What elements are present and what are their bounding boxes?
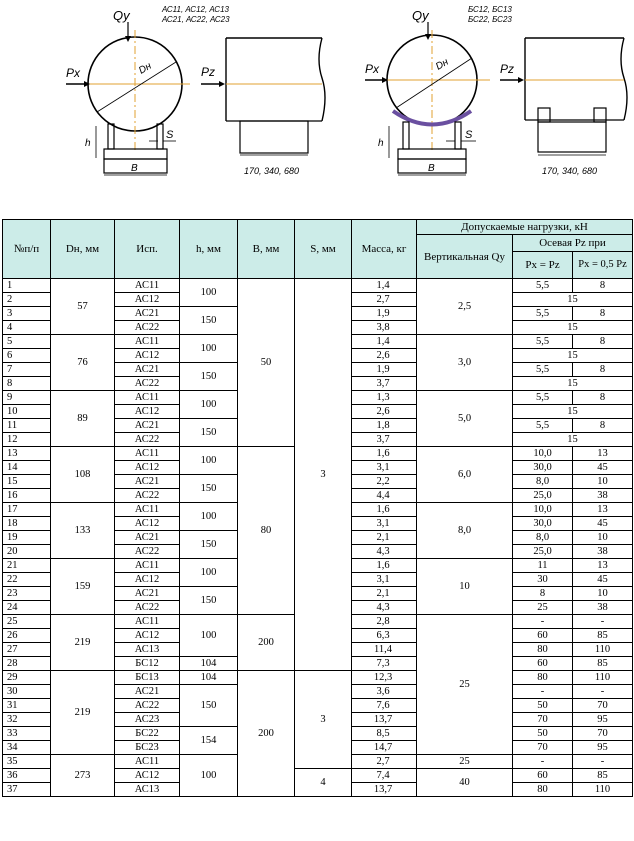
row-number: 6 [3,349,51,363]
cell-qy: 3,0 [417,335,513,391]
cell-isp: АС11 [115,559,180,573]
cell-pz-px-eq: 60 [513,769,573,783]
row-number: 7 [3,363,51,377]
cell-mass: 1,4 [352,335,417,349]
b-label-2: B [428,163,435,174]
cell-isp: АС21 [115,685,180,699]
cell-pz-px-half: 95 [573,713,633,727]
row-number: 17 [3,503,51,517]
cell-dn: 273 [51,755,115,797]
row-number: 32 [3,713,51,727]
cell-pz-px-half: - [573,685,633,699]
cell-pz-px-half: 95 [573,741,633,755]
row-number: 34 [3,741,51,755]
cell-dn: 159 [51,559,115,615]
table-body [3,279,633,797]
cell-isp: АС22 [115,545,180,559]
header-mass: Масса, кг [352,220,417,279]
support-specs-table [2,219,633,797]
row-number: 2 [3,293,51,307]
cell-h: 104 [180,657,238,671]
cell-mass: 3,8 [352,321,417,335]
cell-h: 100 [180,615,238,657]
cell-pz-px-eq: 10,0 [513,447,573,461]
cell-pz-merged: 15 [513,377,633,391]
cell-mass: 4,3 [352,601,417,615]
cell-mass: 1,9 [352,307,417,321]
variant-label-4: БС22, БС23 [468,15,512,24]
cell-pz-px-half: 38 [573,545,633,559]
cell-h: 100 [180,335,238,363]
qy-label: Qy [113,8,130,23]
cell-h: 150 [180,363,238,391]
cell-isp: АС12 [115,461,180,475]
cell-pz-px-eq: 10,0 [513,503,573,517]
row-number: 28 [3,657,51,671]
cell-s: 3 [295,671,352,769]
header-h: h, мм [180,220,238,279]
cell-qy: 10 [417,559,513,615]
header-b: B, мм [238,220,295,279]
cell-mass: 7,6 [352,699,417,713]
width-label-2: 170, 340, 680 [542,166,598,176]
cell-isp: АС22 [115,377,180,391]
cell-pz-px-eq: 5,5 [513,391,573,405]
cell-isp: АС12 [115,629,180,643]
cell-pz-px-half: 45 [573,461,633,475]
support-drawings [0,0,634,190]
cell-pz-merged: 15 [513,293,633,307]
support-table-container [2,219,632,797]
cell-h: 100 [180,279,238,307]
cell-isp: АС21 [115,475,180,489]
cell-mass: 13,7 [352,713,417,727]
cell-b: 80 [238,447,295,615]
row-number: 15 [3,475,51,489]
cell-isp: АС21 [115,587,180,601]
cell-isp: БС23 [115,741,180,755]
cell-pz-merged: 15 [513,433,633,447]
row-number: 29 [3,671,51,685]
cell-pz-px-eq: 80 [513,783,573,797]
cell-mass: 3,6 [352,685,417,699]
row-number: 25 [3,615,51,629]
cell-dn: 76 [51,335,115,391]
cell-pz-merged: 15 [513,321,633,335]
cell-pz-px-eq: 30,0 [513,461,573,475]
cell-mass: 3,1 [352,517,417,531]
cell-pz-px-half: - [573,755,633,769]
cell-pz-px-eq: - [513,615,573,629]
cell-pz-px-eq: 5,5 [513,279,573,293]
variant-label-3: БС12, БС13 [468,5,512,14]
cell-s: 3 [295,279,352,671]
cell-pz-px-half: 38 [573,489,633,503]
cell-isp: АС23 [115,713,180,727]
cell-qy: 8,0 [417,503,513,559]
row-number: 30 [3,685,51,699]
row-number: 5 [3,335,51,349]
cell-pz-px-eq: 50 [513,699,573,713]
cell-pz-px-eq: 25,0 [513,489,573,503]
cell-mass: 3,1 [352,461,417,475]
cell-pz-px-half: 8 [573,419,633,433]
cell-pz-px-half: 85 [573,629,633,643]
cell-mass: 3,7 [352,377,417,391]
cell-isp: АС11 [115,615,180,629]
row-number: 20 [3,545,51,559]
table-header [3,220,633,279]
cell-isp: АС13 [115,783,180,797]
row-number: 10 [3,405,51,419]
cell-mass: 2,1 [352,587,417,601]
row-number: 8 [3,377,51,391]
cell-h: 150 [180,685,238,727]
cell-isp: АС11 [115,447,180,461]
cell-isp: АС11 [115,391,180,405]
cell-h: 154 [180,727,238,755]
cell-mass: 2,6 [352,405,417,419]
cell-isp: АС22 [115,321,180,335]
cell-pz-px-half: 70 [573,727,633,741]
cell-pz-px-eq: 70 [513,713,573,727]
cell-dn: 219 [51,671,115,755]
cell-pz-px-half: 10 [573,531,633,545]
cell-isp: АС21 [115,419,180,433]
cell-mass: 4,4 [352,489,417,503]
cell-mass: 2,7 [352,755,417,769]
cell-mass: 13,7 [352,783,417,797]
cell-pz-px-eq: 8,0 [513,531,573,545]
px-label-2: Px [365,62,380,76]
cell-qy: 6,0 [417,447,513,503]
cell-h: 150 [180,531,238,559]
cell-isp: АС12 [115,349,180,363]
cell-isp: АС21 [115,531,180,545]
cell-dn: 133 [51,503,115,559]
cell-dn: 108 [51,447,115,503]
cell-pz-px-half: 10 [573,475,633,489]
cell-h: 150 [180,307,238,335]
cell-mass: 1,4 [352,279,417,293]
cell-mass: 2,2 [352,475,417,489]
cell-pz-px-half: 45 [573,573,633,587]
table-row [3,671,633,685]
cell-pz-px-half: 13 [573,447,633,461]
row-number: 14 [3,461,51,475]
cell-mass: 3,1 [352,573,417,587]
row-number: 11 [3,419,51,433]
h-label-2: h [378,138,384,149]
cell-b: 200 [238,615,295,671]
cell-pz-px-half: 8 [573,307,633,321]
cell-pz-px-half: 85 [573,769,633,783]
cell-pz-px-eq: 5,5 [513,335,573,349]
cell-isp: АС22 [115,433,180,447]
row-number: 27 [3,643,51,657]
cell-isp: АС11 [115,503,180,517]
cell-pz-px-half: 8 [573,363,633,377]
cell-pz-px-half: 110 [573,783,633,797]
cell-pz-px-half: 110 [573,671,633,685]
cell-isp: АС11 [115,335,180,349]
dn-label-2: Dн [434,56,451,73]
header-dn: Dн, мм [51,220,115,279]
variant-label-2: АС21, АС22, АС23 [162,15,230,24]
cell-isp: АС12 [115,293,180,307]
row-number: 36 [3,769,51,783]
header-vertical: Вертикальная Qy [417,235,513,279]
cell-s: 4 [295,769,352,797]
cell-pz-px-eq: 5,5 [513,419,573,433]
cell-pz-px-eq: 60 [513,629,573,643]
cell-isp: АС11 [115,279,180,293]
row-number: 9 [3,391,51,405]
cell-h: 104 [180,671,238,685]
row-number: 24 [3,601,51,615]
cell-mass: 1,6 [352,503,417,517]
row-number: 18 [3,517,51,531]
header-s: S, мм [295,220,352,279]
px-label: Px [66,66,81,80]
row-number: 35 [3,755,51,769]
cell-isp: АС12 [115,573,180,587]
cell-pz-px-eq: 8,0 [513,475,573,489]
drawing-right-front-view [365,5,515,175]
cell-mass: 2,8 [352,615,417,629]
row-number: 19 [3,531,51,545]
cell-pz-px-eq: 30 [513,573,573,587]
cell-pz-px-eq: 11 [513,559,573,573]
b-label: B [131,163,138,174]
cell-pz-px-eq: 5,5 [513,363,573,377]
row-number: 3 [3,307,51,321]
row-number: 31 [3,699,51,713]
cell-mass: 12,3 [352,671,417,685]
cell-isp: АС22 [115,601,180,615]
header-axial: Осевая Pz при [513,235,633,252]
cell-pz-px-half: 13 [573,559,633,573]
row-number: 23 [3,587,51,601]
cell-h: 100 [180,755,238,797]
row-number: 22 [3,573,51,587]
cell-mass: 1,8 [352,419,417,433]
row-number: 26 [3,629,51,643]
cell-pz-px-half: 38 [573,601,633,615]
cell-h: 150 [180,587,238,615]
cell-h: 100 [180,391,238,419]
cell-isp: АС12 [115,769,180,783]
row-number: 21 [3,559,51,573]
cell-isp: АС21 [115,363,180,377]
cell-dn: 219 [51,615,115,671]
cell-mass: 7,3 [352,657,417,671]
row-number: 33 [3,727,51,741]
cell-mass: 8,5 [352,727,417,741]
cell-isp: АС22 [115,699,180,713]
cell-pz-px-half: 45 [573,517,633,531]
cell-b: 50 [238,279,295,447]
cell-pz-merged: 15 [513,405,633,419]
row-number: 16 [3,489,51,503]
cell-mass: 2,6 [352,349,417,363]
cell-h: 100 [180,447,238,475]
cell-pz-merged: 15 [513,349,633,363]
drawing-right-side-view [500,38,627,176]
cell-mass: 1,6 [352,447,417,461]
cell-qy: 25 [417,615,513,755]
cell-mass: 7,4 [352,769,417,783]
table-row [3,279,633,293]
cell-mass: 11,4 [352,643,417,657]
cell-pz-px-half: - [573,615,633,629]
cell-isp: АС21 [115,307,180,321]
row-number: 4 [3,321,51,335]
cell-mass: 6,3 [352,629,417,643]
cell-isp: АС13 [115,643,180,657]
cell-mass: 14,7 [352,741,417,755]
header-px-eq: Px = Pz [513,252,573,279]
s-label-2: S [465,129,473,141]
cell-pz-px-half: 10 [573,587,633,601]
drawing-left-side-view [201,38,325,176]
header-num: №п/п [3,220,51,279]
cell-pz-px-half: 8 [573,391,633,405]
cell-pz-px-eq: 80 [513,671,573,685]
cell-pz-px-eq: 80 [513,643,573,657]
cell-pz-px-eq: 5,5 [513,307,573,321]
dn-label: Dн [137,60,154,77]
cell-pz-px-eq: 70 [513,741,573,755]
cell-pz-px-eq: 25,0 [513,545,573,559]
cell-pz-px-half: 70 [573,699,633,713]
cell-isp: АС22 [115,489,180,503]
cell-pz-px-half: 13 [573,503,633,517]
cell-pz-px-half: 110 [573,643,633,657]
cell-pz-px-eq: 25 [513,601,573,615]
cell-mass: 1,9 [352,363,417,377]
cell-mass: 3,7 [352,433,417,447]
header-isp: Исп. [115,220,180,279]
header-loads: Допускаемые нагрузки, кН [417,220,633,235]
row-number: 37 [3,783,51,797]
cell-mass: 1,6 [352,559,417,573]
cell-isp: АС11 [115,755,180,769]
drawing-left-front-view [66,5,230,175]
cell-dn: 57 [51,279,115,335]
cell-pz-px-eq: 30,0 [513,517,573,531]
cell-qy: 5,0 [417,391,513,447]
cell-pz-px-half: 8 [573,279,633,293]
cell-qy: 25 [417,755,513,769]
cell-qy: 40 [417,769,513,797]
cell-pz-px-half: 8 [573,335,633,349]
cell-isp: АС12 [115,405,180,419]
cell-mass: 2,7 [352,293,417,307]
h-label: h [85,138,91,149]
cell-isp: БС12 [115,657,180,671]
variant-label-1: АС11, АС12, АС13 [162,5,229,14]
s-label: S [166,129,174,141]
cell-pz-px-eq: 50 [513,727,573,741]
cell-h: 150 [180,419,238,447]
header-px-half: Px = 0,5 Pz [573,252,633,279]
cell-pz-px-half: 85 [573,657,633,671]
cell-isp: БС13 [115,671,180,685]
row-number: 12 [3,433,51,447]
pz-label-2: Pz [500,62,515,76]
cell-pz-px-eq: - [513,685,573,699]
cell-isp: АС12 [115,517,180,531]
cell-pz-px-eq: 8 [513,587,573,601]
width-label: 170, 340, 680 [244,166,300,176]
cell-h: 100 [180,503,238,531]
cell-pz-px-eq: - [513,755,573,769]
cell-h: 100 [180,559,238,587]
cell-mass: 1,3 [352,391,417,405]
cell-mass: 2,1 [352,531,417,545]
cell-b: 200 [238,671,295,797]
row-number: 13 [3,447,51,461]
cell-qy: 2,5 [417,279,513,335]
cell-mass: 4,3 [352,545,417,559]
cell-dn: 89 [51,391,115,447]
row-number: 1 [3,279,51,293]
cell-isp: БС22 [115,727,180,741]
cell-h: 150 [180,475,238,503]
pz-label: Pz [201,65,216,79]
qy-label-2: Qy [412,8,429,23]
cell-pz-px-eq: 60 [513,657,573,671]
